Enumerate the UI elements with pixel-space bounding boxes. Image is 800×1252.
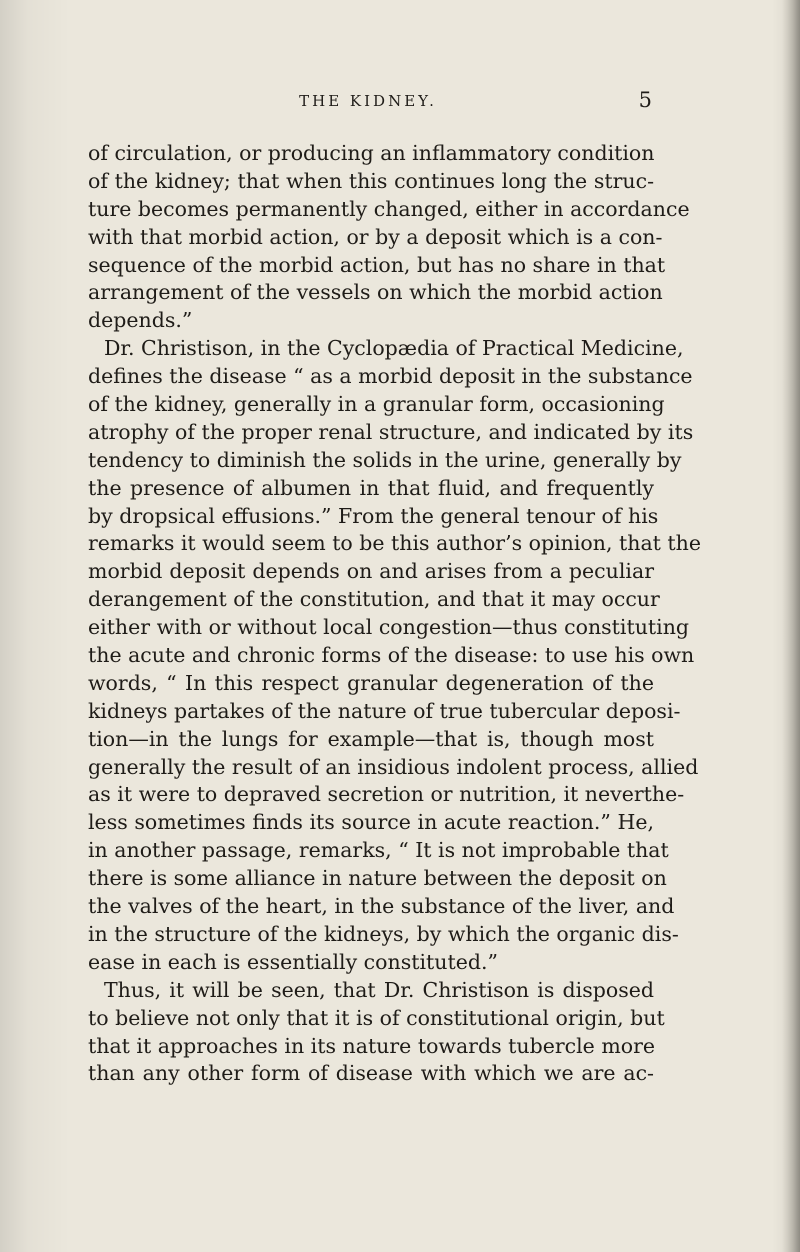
page-edge-shadow xyxy=(782,0,800,1252)
text-line: words, “ In this respect granular degeneration of the xyxy=(88,670,654,695)
text-line: either with or without local congestion—thus constituting xyxy=(88,615,690,640)
text-line: there is some alliance in nature between the deposit on xyxy=(88,866,667,891)
text-line: the presence of albumen in that fluid, and frequently xyxy=(88,475,654,500)
text-line: depends.” xyxy=(88,308,193,333)
text-line: remarks it would seem to be this author’s opinion, that the xyxy=(88,531,701,556)
text-line: of circulation, or producing an inflammatory condition xyxy=(88,141,655,165)
text-line: kidneys partakes of the nature of true tubercular deposi- xyxy=(88,698,681,723)
text-line: in another passage, remarks, “ It is not improbable that xyxy=(88,838,669,863)
text-line: arrangement of the vessels on which the morbid action xyxy=(88,280,663,305)
text-line: ture becomes permanently changed, either in accordance xyxy=(88,196,690,221)
text-line: defines the disease “ as a morbid deposit in the substance xyxy=(88,364,693,389)
text-line: in the structure of the kidneys, by which the organic dis- xyxy=(88,921,679,946)
text-line: than any other form of disease with which we are ac- xyxy=(88,1061,654,1086)
text-line: atrophy of the proper renal structure, and indicated by its xyxy=(88,419,694,444)
text-line: of the kidney; that when this continues long the struc- xyxy=(88,168,654,193)
text-line: derangement of the constitution, and that it may occur xyxy=(88,587,660,612)
text-line: sequence of the morbid action, but has no share in that xyxy=(88,252,666,277)
text-line: tion—in the lungs for example—that is, though most xyxy=(88,726,654,751)
text-line: to believe not only that it is of constitutional origin, but xyxy=(88,1005,665,1030)
text-line: of the kidney, generally in a granular form, occasioning xyxy=(88,392,665,417)
text-line: morbid deposit depends on and arises from a peculiar xyxy=(88,559,654,584)
text-line: less sometimes finds its source in acute reaction.” He, xyxy=(88,810,654,835)
text-line: ease in each is essentially constituted.” xyxy=(88,949,498,974)
text-line: tendency to diminish the solids in the urine, generally by xyxy=(88,447,682,472)
running-head: THE KIDNEY. xyxy=(299,92,437,110)
text-line: with that morbid action, or by a deposit which is a con- xyxy=(88,224,663,249)
text-line: Dr. Christison, in the Cyclopædia of Practical Medicine, xyxy=(104,336,684,361)
page-number: 5 xyxy=(638,88,652,112)
body-text xyxy=(88,140,701,1088)
text-line: generally the result of an insidious indolent process, allied xyxy=(88,754,699,779)
text-line: the acute and chronic forms of the disease: to use his own xyxy=(88,643,695,668)
text-line: that it approaches in its nature towards tubercle more xyxy=(88,1033,656,1058)
text-line: as it were to depraved secretion or nutrition, it neverthe- xyxy=(88,782,685,807)
page-header xyxy=(84,88,652,116)
text-line: by dropsical effusions.” From the general tenour of his xyxy=(88,503,659,528)
text-line: Thus, it will be seen, that Dr. Christison is disposed xyxy=(104,977,654,1002)
text-line: the valves of the heart, in the substance of the liver, and xyxy=(88,894,675,919)
